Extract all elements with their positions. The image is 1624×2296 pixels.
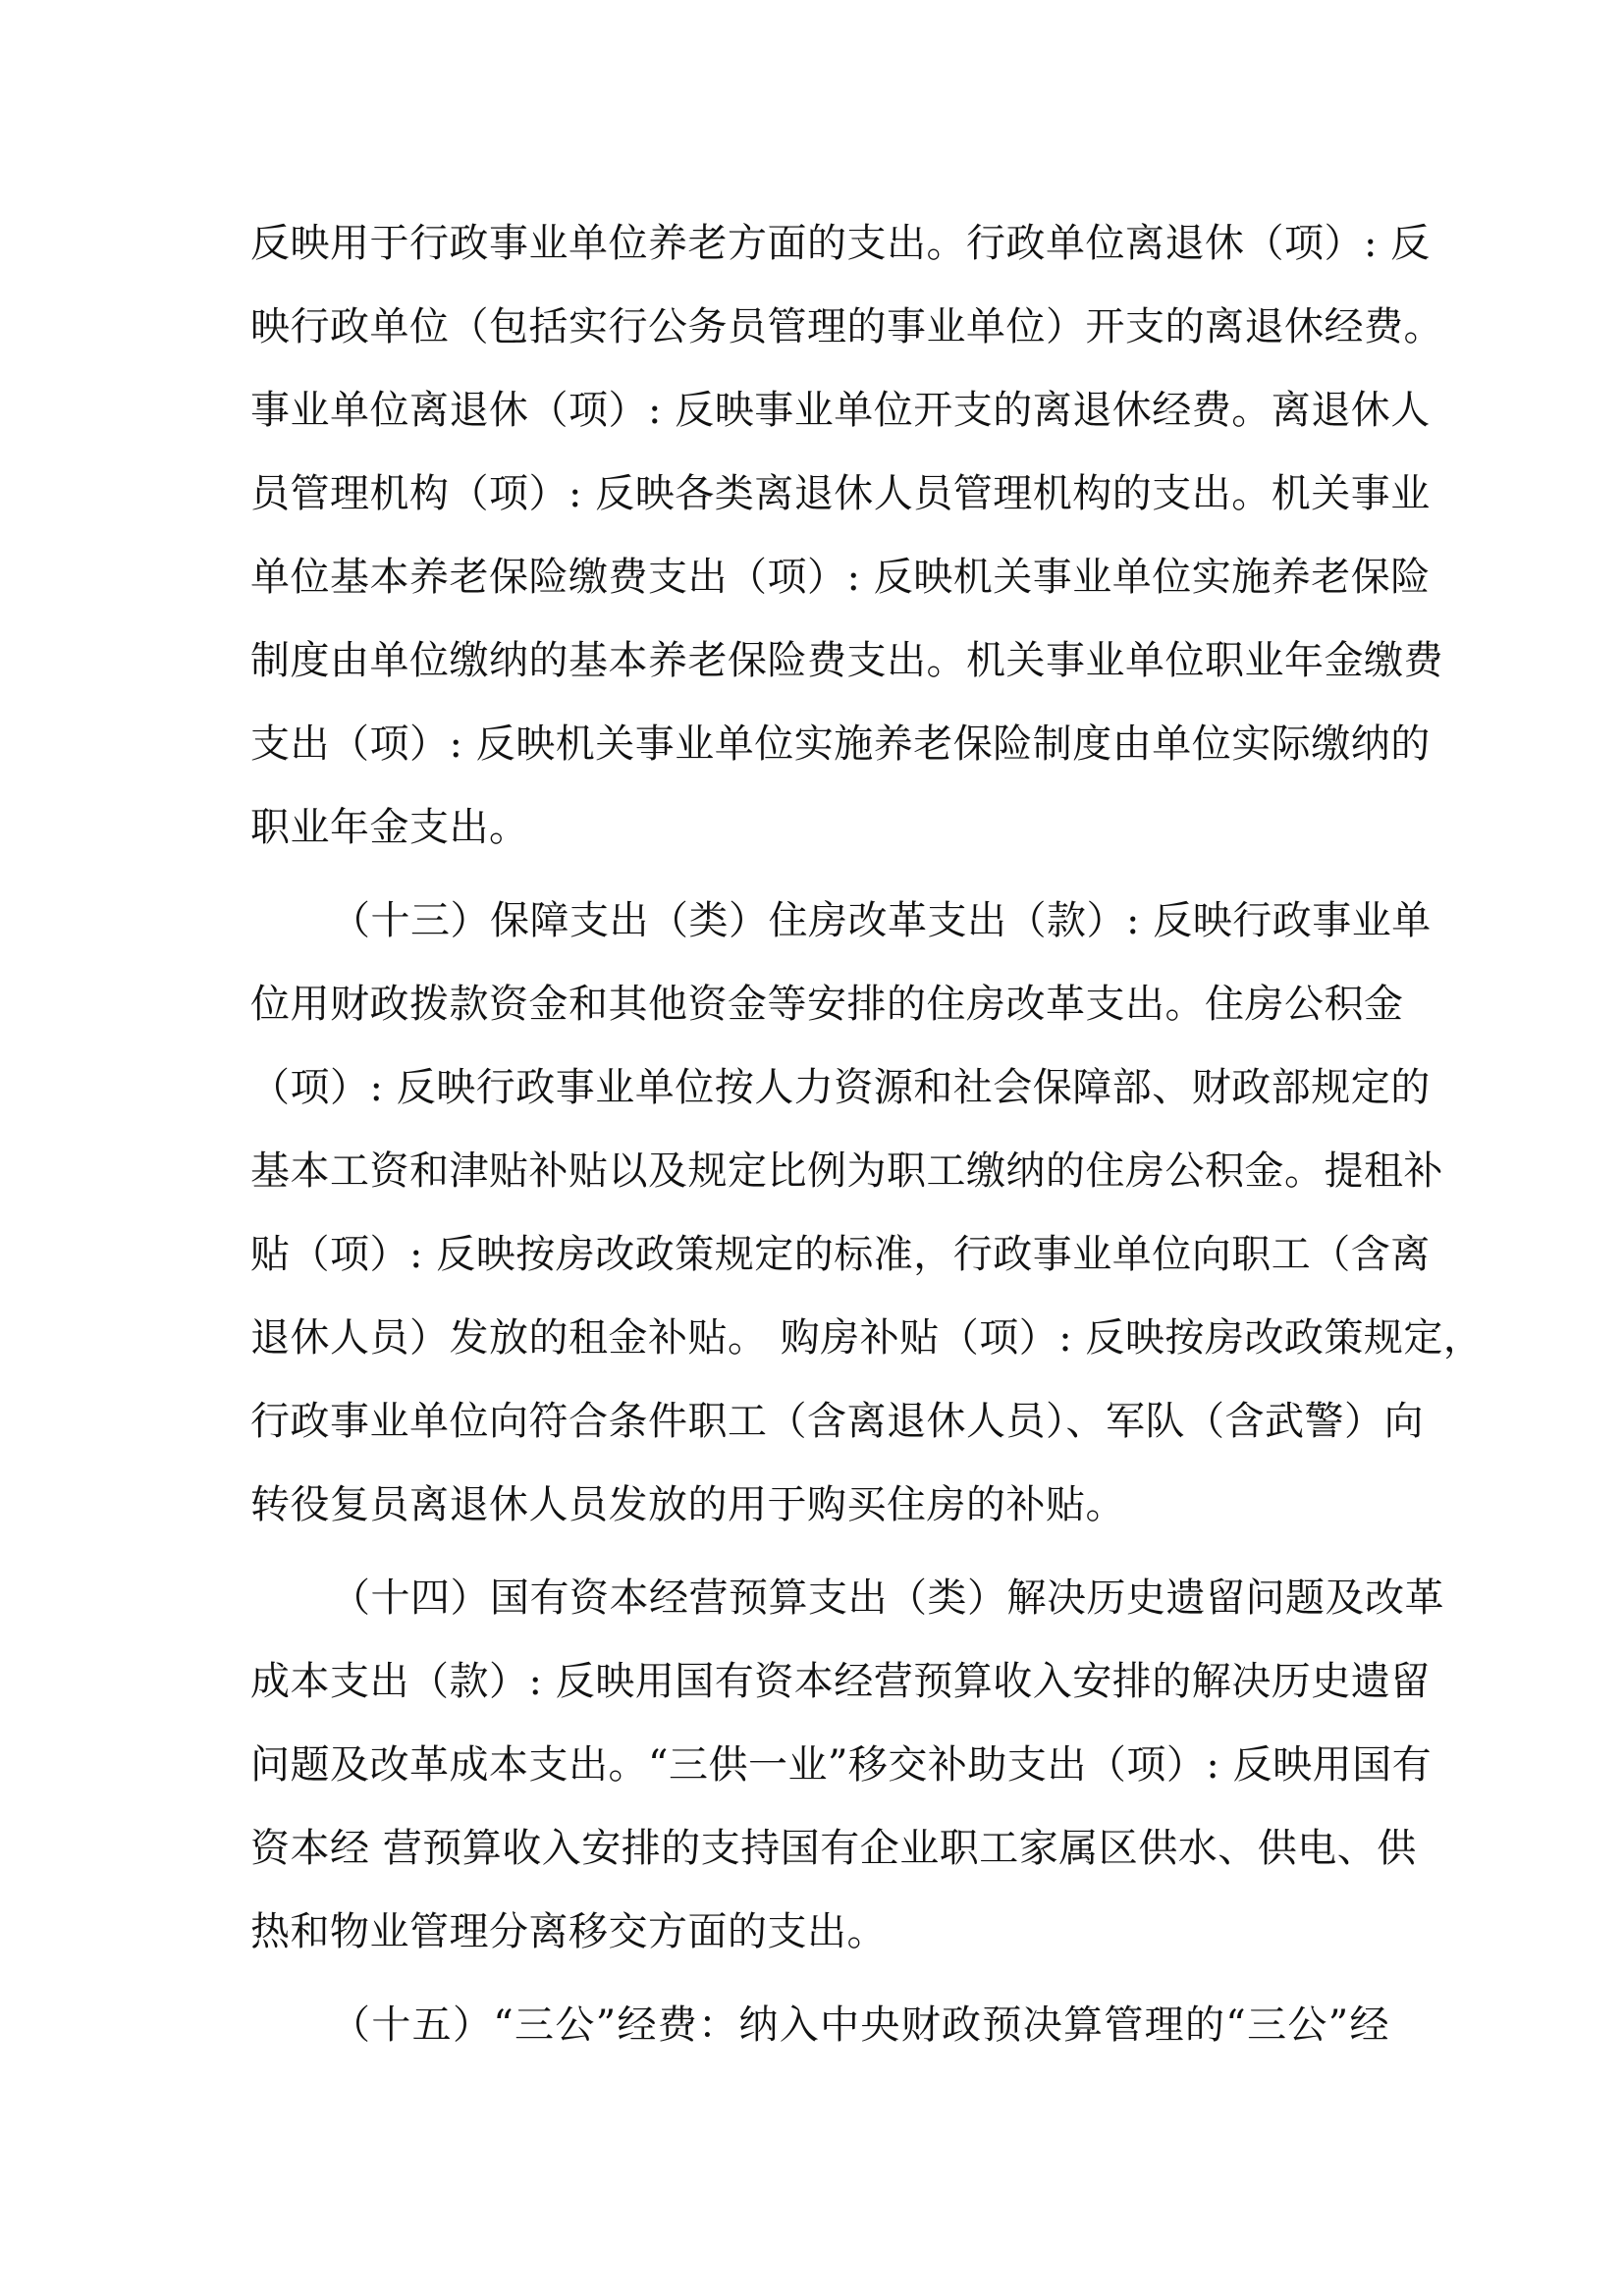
paragraph-line: 资本经 营预算收入安排的支持国有企业职工家属区供水、供电、供 [250, 1826, 1417, 1871]
paragraph-line: 映行政单位（包括实行公务员管理的事业单位）开支的离退休经费。 [250, 304, 1443, 349]
paragraph-line: 支出（项）: 反映机关事业单位实施养老保险制度由单位实际缴纳的 [250, 721, 1431, 767]
paragraph-line: 成本支出（款）: 反映用国有资本经营预算收入安排的解决历史遗留 [250, 1659, 1431, 1704]
paragraph-line: （十五）“三公”经费：纳入中央财政预决算管理的“三公”经 [331, 2002, 1389, 2048]
paragraph-line: 行政事业单位向符合条件职工（含离退休人员）、军队（含武警）向 [250, 1399, 1424, 1444]
paragraph-line: 热和物业管理分离移交方面的支出。 [250, 1909, 887, 1954]
paragraph-line: 问题及改革成本支出。“三供一业”移交补助支出（项）: 反映用国有 [250, 1742, 1433, 1788]
paragraph-line: 贴（项）: 反映按房改政策规定的标准，行政事业单位向职工（含离 [250, 1232, 1431, 1277]
paragraph-line: 退休人员）发放的租金补贴。 购房补贴（项）: 反映按房改政策规定， [250, 1315, 1484, 1361]
paragraph-line: 反映用于行政事业单位养老方面的支出。行政单位离退休（项）: 反 [250, 221, 1431, 266]
paragraph-line: 职业年金支出。 [250, 805, 529, 850]
paragraph-line: （项）: 反映行政事业单位按人力资源和社会保障部、财政部规定的 [250, 1065, 1431, 1110]
paragraph-line: 事业单位离退休（项）: 反映事业单位开支的离退休经费。离退休人 [250, 388, 1431, 433]
paragraph-line: 制度由单位缴纳的基本养老保险费支出。机关事业单位职业年金缴费 [250, 638, 1443, 683]
paragraph-line: 单位基本养老保险缴费支出（项）: 反映机关事业单位实施养老保险 [250, 555, 1431, 600]
paragraph-line: 位用财政拨款资金和其他资金等安排的住房改革支出。住房公积金 [250, 982, 1404, 1027]
paragraph-line: 转役复员离退休人员发放的用于购买住房的补贴。 [250, 1482, 1125, 1527]
paragraph-line: 员管理机构（项）: 反映各类离退休人员管理机构的支出。机关事业 [250, 471, 1431, 516]
paragraph-line: （十四）国有资本经营预算支出（类）解决历史遗留问题及改革 [331, 1575, 1444, 1621]
paragraph-line: （十三）保障支出（类）住房改革支出（款）: 反映行政事业单 [331, 898, 1432, 943]
paragraph-line: 基本工资和津贴补贴以及规定比例为职工缴纳的住房公积金。提租补 [250, 1148, 1443, 1194]
